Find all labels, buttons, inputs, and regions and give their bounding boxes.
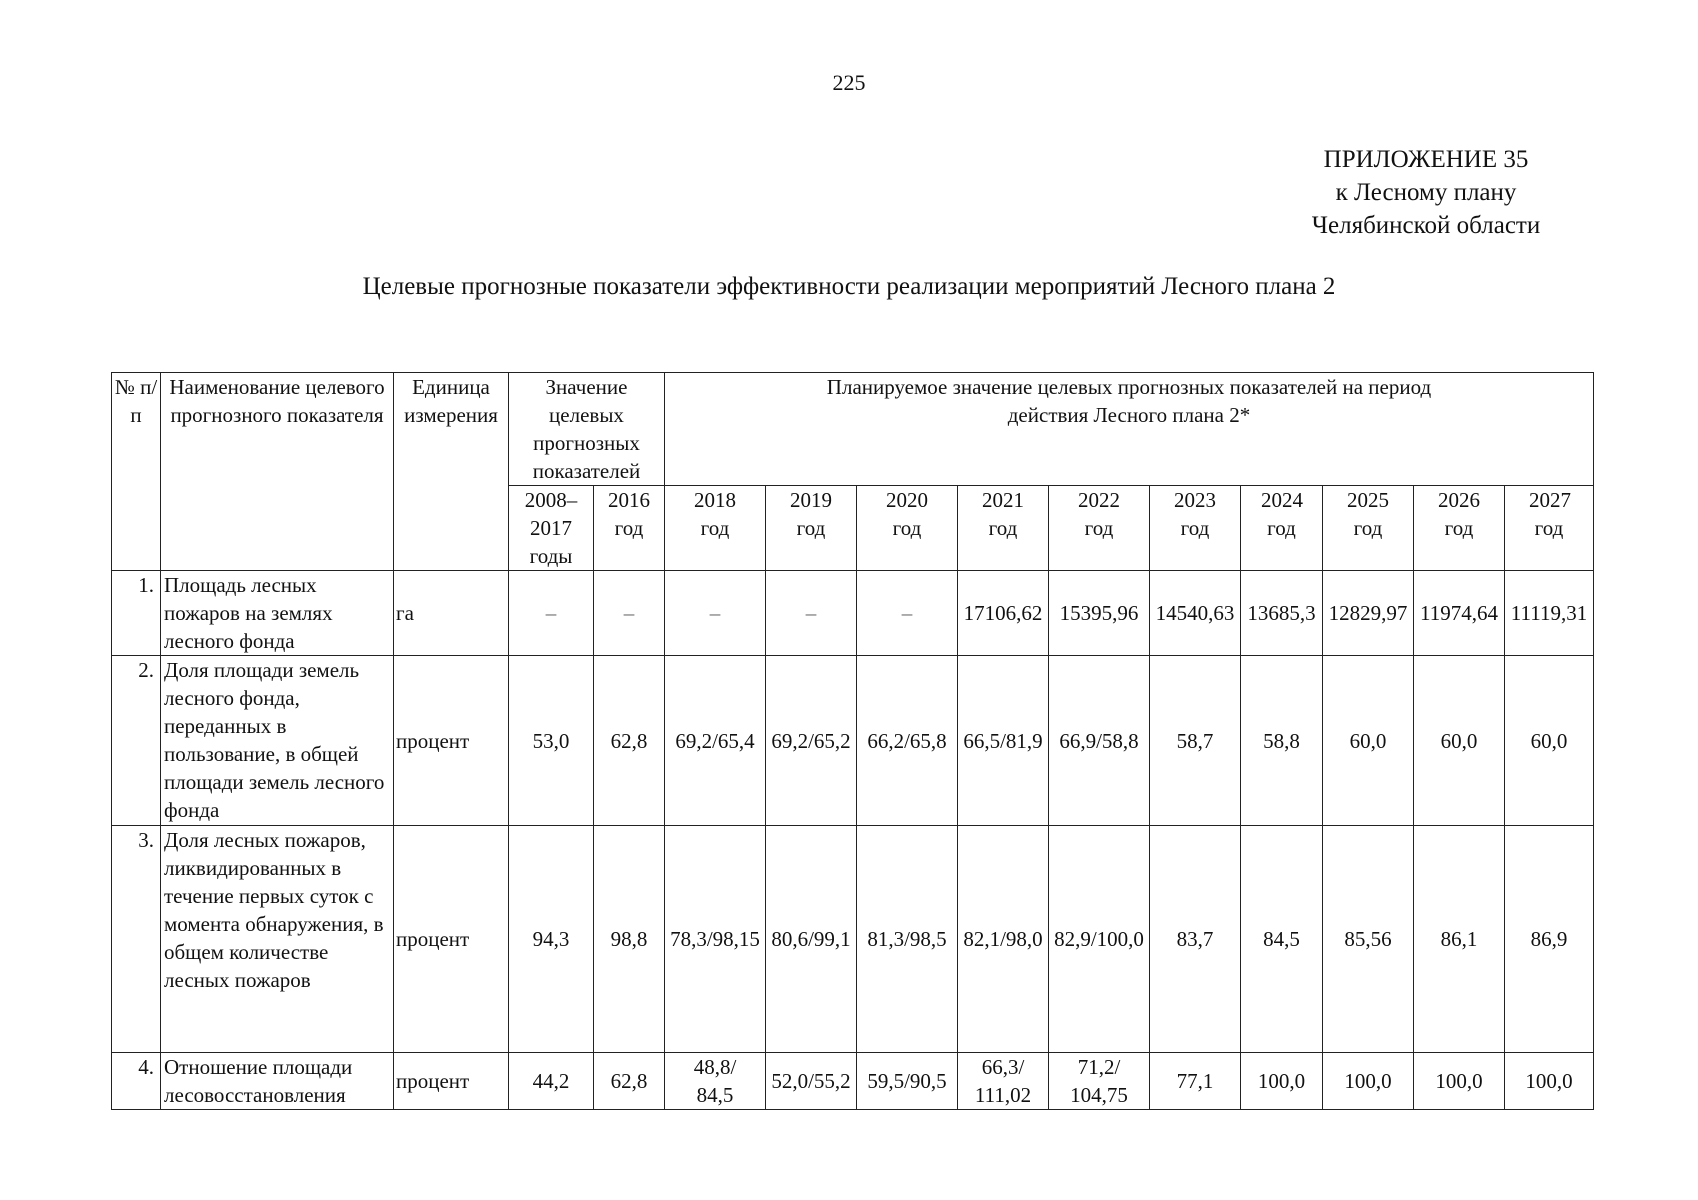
row-unit: процент [394, 656, 509, 826]
row-value: 12829,97 [1323, 571, 1414, 656]
appendix-line-3: Челябинской области [1311, 212, 1541, 239]
row-value: 13685,3 [1241, 571, 1323, 656]
row-value: 17106,62 [958, 571, 1049, 656]
row-value: 66,5/81,9 [958, 656, 1049, 826]
table-header [112, 373, 1594, 571]
row-value: 69,2/65,4 [665, 656, 766, 826]
header-year: 2021 год [958, 486, 1049, 571]
row-value: 52,0/55,2 [766, 1053, 857, 1110]
row-value: 66,2/65,8 [857, 656, 958, 826]
row-value: 100,0 [1323, 1053, 1414, 1110]
page-number: 225 [832, 70, 866, 95]
row-value: 62,8 [594, 656, 665, 826]
header-num: № п/п [112, 373, 161, 571]
row-indicator-name: Доля лесных пожаров, ликвидированных в течение первых суток с момента обнаружения, в общем количестве лесных пожаров [161, 826, 394, 1053]
header-year: 2018 год [665, 486, 766, 571]
row-indicator-name: Доля площади земель лесного фонда, переданных в пользование, в общей площади земель лесного фонда [161, 656, 394, 826]
row-value: 11119,31 [1505, 571, 1594, 656]
row-value: 48,8/ 84,5 [665, 1053, 766, 1110]
row-value: 77,1 [1150, 1053, 1241, 1110]
table-body [112, 571, 1594, 1110]
row-unit: процент [394, 1053, 509, 1110]
document-title: Целевые прогнозные показатели эффективности реализации мероприятий Лесного плана 2 [362, 273, 1336, 300]
row-value: 86,1 [1414, 826, 1505, 1053]
header-year: 2016 год [594, 486, 665, 571]
row-value: 86,9 [1505, 826, 1594, 1053]
row-value: 80,6/99,1 [766, 826, 857, 1053]
row-value: 66,9/58,8 [1049, 656, 1150, 826]
row-value: 11974,64 [1414, 571, 1505, 656]
header-year: 2023 год [1150, 486, 1241, 571]
header-name: Наименование целевого прогнозного показателя [161, 373, 394, 571]
header-unit: Единица измерения [394, 373, 509, 571]
appendix-block [1296, 143, 1556, 242]
header-year: 2027 год [1505, 486, 1594, 571]
row-number: 3. [112, 826, 161, 1053]
row-value: 14540,63 [1150, 571, 1241, 656]
row-value: 85,56 [1323, 826, 1414, 1053]
row-value: 44,2 [509, 1053, 594, 1110]
row-value: 58,7 [1150, 656, 1241, 826]
row-number: 4. [112, 1053, 161, 1110]
row-value: 53,0 [509, 656, 594, 826]
row-value: 84,5 [1241, 826, 1323, 1053]
row-value: – [857, 571, 958, 656]
row-value: 100,0 [1241, 1053, 1323, 1110]
row-unit: га [394, 571, 509, 656]
table-row [112, 826, 1594, 1053]
row-value: 60,0 [1323, 656, 1414, 826]
row-value: – [665, 571, 766, 656]
header-year: 2022 год [1049, 486, 1150, 571]
header-year: 2008– 2017 годы [509, 486, 594, 571]
row-value: 98,8 [594, 826, 665, 1053]
header-year: 2024 год [1241, 486, 1323, 571]
row-value: – [594, 571, 665, 656]
row-value: 82,1/98,0 [958, 826, 1049, 1053]
header-year: 2020 год [857, 486, 958, 571]
row-value: 62,8 [594, 1053, 665, 1110]
header-year: 2025 год [1323, 486, 1414, 571]
header-current-values: Значение целевых прогнозных показателей [509, 373, 665, 486]
row-number: 2. [112, 656, 161, 826]
row-value: 69,2/65,2 [766, 656, 857, 826]
row-value: 58,8 [1241, 656, 1323, 826]
row-indicator-name: Площадь лесных пожаров на землях лесного фонда [161, 571, 394, 656]
row-indicator-name: Отношение площади лесовосстановления [161, 1053, 394, 1110]
row-value: 94,3 [509, 826, 594, 1053]
header-year: 2019 год [766, 486, 857, 571]
row-unit: процент [394, 826, 509, 1053]
row-value: 82,9/100,0 [1049, 826, 1150, 1053]
row-value: 66,3/ 111,02 [958, 1053, 1049, 1110]
row-value: 78,3/98,15 [665, 826, 766, 1053]
appendix-line-1: ПРИЛОЖЕНИЕ 35 [1323, 146, 1529, 173]
row-number: 1. [112, 571, 161, 656]
row-value: 59,5/90,5 [857, 1053, 958, 1110]
row-value: 100,0 [1414, 1053, 1505, 1110]
table-row [112, 656, 1594, 826]
row-value: 71,2/ 104,75 [1049, 1053, 1150, 1110]
row-value: 81,3/98,5 [857, 826, 958, 1053]
indicators-table [111, 372, 1594, 1110]
row-value: – [766, 571, 857, 656]
appendix-line-2: к Лесному плану [1335, 179, 1517, 206]
row-value: 60,0 [1414, 656, 1505, 826]
row-value: 60,0 [1505, 656, 1594, 826]
row-value: 83,7 [1150, 826, 1241, 1053]
header-year: 2026 год [1414, 486, 1505, 571]
table-row [112, 571, 1594, 656]
header-planned-values: Планируемое значение целевых прогнозных показателей на период действия Лесного плана 2* [665, 373, 1594, 486]
row-value: 100,0 [1505, 1053, 1594, 1110]
row-value: 15395,96 [1049, 571, 1150, 656]
table-row [112, 1053, 1594, 1110]
row-value: – [509, 571, 594, 656]
